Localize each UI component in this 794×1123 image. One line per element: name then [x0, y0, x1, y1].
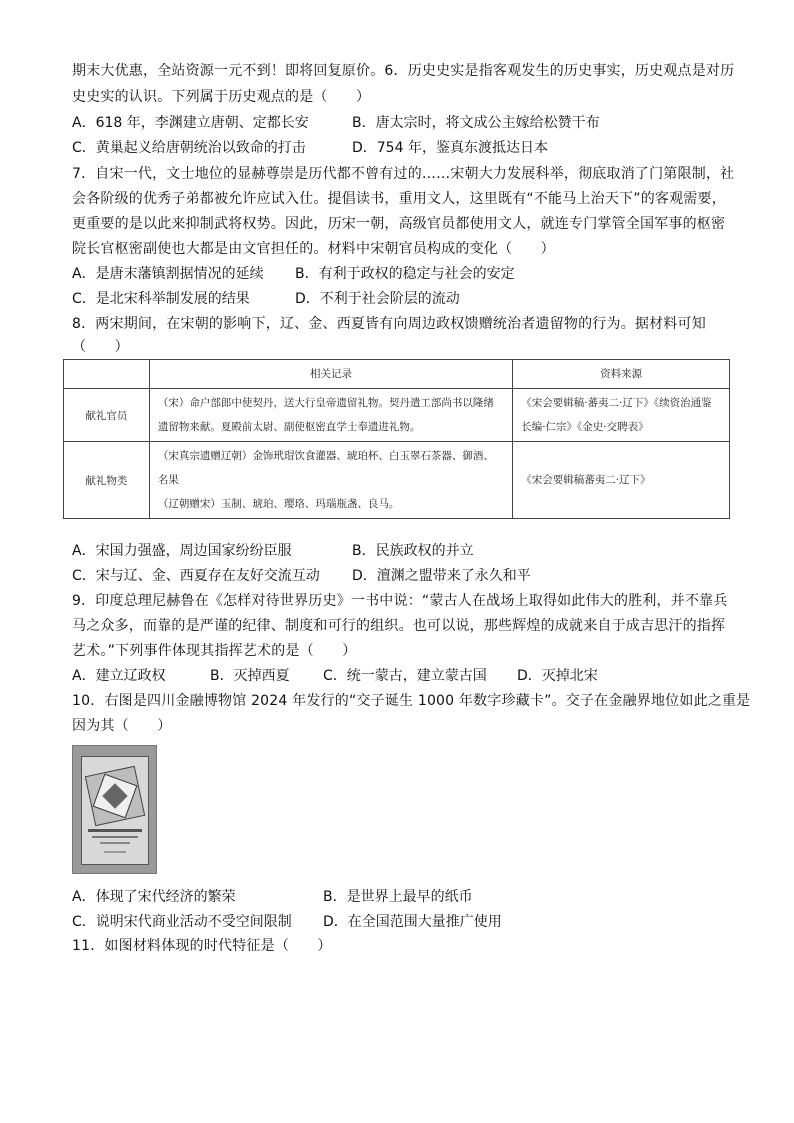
- table-cell-gift-types: 献礼物类: [64, 442, 150, 519]
- gift-record-liao-to-song: （辽朝赠宋）玉制、琥珀、璎珞、玛瑙瓶盏、良马。: [157, 498, 400, 510]
- q7-option-a: A．是唐末藩镇割据情况的延续: [72, 266, 264, 282]
- q8-option-a: A．宋国力强盛，周边国家纷纷臣服: [72, 543, 292, 559]
- table-cell-gift-officials: 献礼官员: [64, 389, 150, 442]
- q9-option-a: A．建立辽政权: [72, 668, 166, 684]
- q6-stem-line2: 史史实的认识。下列属于历史观点的是（ ）: [72, 89, 371, 105]
- q8-option-d: D．澶渊之盟带来了永久和平: [352, 568, 531, 584]
- q7-option-c: C．是北宋科举制发展的结果: [72, 291, 250, 307]
- q8-stem-line1: 8．两宋期间，在宋朝的影响下，辽、金、西夏皆有向周边政权馈赠统治者遗留物的行为。据材料可知: [72, 316, 706, 332]
- table-cell-gift-types-source: 《宋会要辑稿蕃夷二·辽下》: [513, 442, 730, 519]
- q10-option-c: C．说明宋代商业活动不受空间限制: [72, 914, 292, 930]
- gift-record-song-to-liao: （宋真宗遗赠辽朝）金饰玳瑁饮食灌器、琥珀杯、白玉翠石茶器、御酒、名果: [157, 450, 494, 486]
- q8-material-table: [63, 359, 730, 519]
- q9-option-d: D．灭掉北宋: [517, 668, 598, 684]
- q6-option-b: B．唐太宗时，将文成公主嫁给松赞干布: [352, 115, 600, 131]
- table-header-row: [64, 360, 730, 389]
- table-row: [64, 442, 730, 519]
- q7-stem-line2: 会各阶级的优秀子弟都被允许应试入仕。提倡读书，重用文人，这里既有“不能马上治天下”的客观需要，: [72, 191, 726, 207]
- q9-stem-line3: 艺术。”下列事件体现其指挥艺术的是（ ）: [72, 643, 357, 659]
- q10-option-d: D．在全国范围大量推广使用: [323, 914, 502, 930]
- q7-stem-line1: 7．自宋一代，文士地位的显赫尊崇是历代都不曾有过的……宋朝大力发展科举，彻底取消了门第限制，社: [72, 166, 735, 182]
- q8-option-c: C．宋与辽、金、西夏存在友好交流互动: [72, 568, 320, 584]
- q6-option-a: A．618 年，李渊建立唐朝、定都长安: [72, 115, 309, 131]
- q7-stem-line4: 院长官枢密副使也大都是由文官担任的。材料中宋朝官员构成的变化（ ）: [72, 241, 555, 257]
- table-header-records: 相关记录: [149, 360, 512, 389]
- q8-stem-line2: （ ）: [72, 339, 129, 355]
- q9-stem-line1: 9．印度总理尼赫鲁在《怎样对待世界历史》一书中说：“蒙古人在战场上取得如此伟大的胜利，并不靠兵: [72, 593, 728, 609]
- q9-stem-line2: 马之众多，而靠的是严谨的纪律、制度和可行的组织。也可以说，那些辉煌的成就来自于成吉思汗的指挥: [72, 618, 726, 634]
- table-cell-gift-types-record: [149, 442, 512, 519]
- q10-option-b: B．是世界上最早的纸币: [323, 889, 473, 905]
- q10-stem-line2: 因为其（ ）: [72, 718, 172, 734]
- table-header-empty: [64, 360, 150, 389]
- promo-and-q6-stem-line1: 期末大优惠，全站资源一元不到！即将回复原价。6．历史史实是指客观发生的历史事实，历史观点是对历: [72, 63, 735, 79]
- q9-option-b: B．灭掉西夏: [210, 668, 290, 684]
- q10-option-a: A．体现了宋代经济的繁荣: [72, 889, 236, 905]
- table-cell-officials-source: 《宋会要辑稿·蕃夷二·辽下》《续资治通鉴长编·仁宗》《金史·交聘表》: [513, 389, 730, 442]
- q6-option-c: C．黄巢起义给唐朝统治以致命的打击: [72, 140, 306, 156]
- q6-option-d: D．754 年，鉴真东渡抵达日本: [352, 140, 548, 156]
- q10-stem-line1: 10．右图是四川金融博物馆 2024 年发行的“交子诞生 1000 年数字珍藏卡”。交子在金融界地位如此之重是: [72, 693, 751, 709]
- q7-option-b: B．有利于政权的稳定与社会的安定: [295, 266, 515, 282]
- jiaozi-collectible-card-image: [72, 745, 157, 874]
- q7-option-d: D．不利于社会阶层的流动: [295, 291, 460, 307]
- table-cell-officials-record: （宋）命户部郎中使契丹，送大行皇帝遗留礼物。契丹遣工部尚书以隆绪遗留物来献。夏殿前太尉、副使枢密直学士奉遗进礼物。: [149, 389, 512, 442]
- card-face: [81, 756, 149, 865]
- table-header-source: 资料来源: [513, 360, 730, 389]
- q8-option-b: B．民族政权的并立: [352, 543, 474, 559]
- q9-option-c: C．统一蒙古，建立蒙古国: [323, 668, 487, 684]
- q7-stem-line3: 更重要的是以此来抑制武将权势。因此，历宋一朝，高级官员都使用文人，就连专门掌管全国军事的枢密: [72, 216, 726, 232]
- q11-stem: 11．如图材料体现的时代特征是（ ）: [72, 938, 332, 954]
- card-artwork: [82, 757, 148, 864]
- table-row: [64, 389, 730, 442]
